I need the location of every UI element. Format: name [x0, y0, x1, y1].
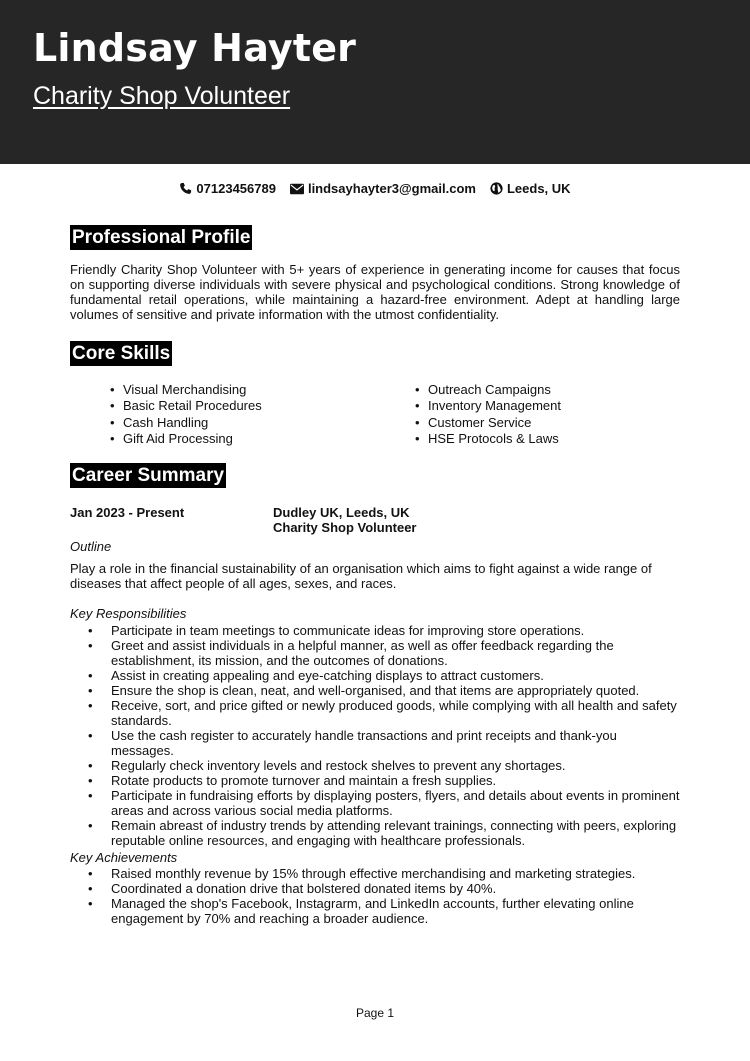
contact-bar — [0, 181, 750, 196]
phone-icon — [179, 182, 192, 195]
list-item: • Visual Merchandising — [110, 382, 262, 398]
list-item: • Receive, sort, and price gifted or newly produced goods, while complying with all health and safety standards. — [70, 698, 680, 728]
list-item: • Greet and assist individuals in a helpful manner, as well as offer feedback regarding the establishment, its mission, and the outcomes of donations. — [70, 638, 680, 668]
list-item: • Cash Handling — [110, 415, 262, 431]
list-item: • Customer Service — [415, 415, 561, 431]
section-heading-skills: Core Skills — [72, 343, 171, 364]
page-number: Page 1 — [355, 1006, 395, 1020]
job-employer — [273, 505, 417, 535]
skills-list-right — [415, 382, 561, 447]
job-role: Charity Shop Volunteer — [273, 520, 417, 535]
resume-header — [0, 0, 750, 164]
section-heading-career: Career Summary — [72, 465, 225, 486]
candidate-name: Lindsay Hayter — [33, 26, 357, 70]
achievements-list — [70, 866, 680, 926]
contact-phone — [179, 181, 276, 196]
list-item: • Coordinated a donation drive that bolstered donated items by 40%. — [70, 881, 680, 896]
job-dates: Jan 2023 - Present — [70, 505, 185, 520]
skills-list-left — [110, 382, 262, 447]
list-item: • Regularly check inventory levels and restock shelves to prevent any shortages. — [70, 758, 680, 773]
email-address: lindsayhayter3@gmail.com — [307, 181, 476, 196]
list-item: • Raised monthly revenue by 15% through effective merchandising and marketing strategies. — [70, 866, 680, 881]
list-item: • Participate in team meetings to communicate ideas for improving store operations. — [70, 623, 680, 638]
list-item: • Managed the shop's Facebook, Instagrarm, and LinkedIn accounts, further elevating online engagement by 70% and reaching a broader audience. — [70, 896, 680, 926]
contact-email — [290, 181, 476, 196]
list-item: • Assist in creating appealing and eye-catching displays to attract customers. — [70, 668, 680, 683]
list-item: • Participate in fundraising efforts by displaying posters, flyers, and details about events in prominent areas and across various social media platforms. — [70, 788, 680, 818]
section-heading-profile: Professional Profile — [72, 227, 251, 248]
responsibilities-list — [70, 623, 680, 848]
list-item: • Ensure the shop is clean, neat, and well-organised, and that items are appropriately quoted. — [70, 683, 680, 698]
employer-name: Dudley UK, Leeds, UK — [273, 505, 410, 520]
candidate-title: Charity Shop Volunteer — [33, 82, 291, 110]
globe-icon — [490, 182, 503, 195]
list-item: • Outreach Campaigns — [415, 382, 561, 398]
responsibilities-label: Key Responsibilities — [70, 606, 187, 621]
location-text: Leeds, UK — [506, 181, 571, 196]
phone-number: 07123456789 — [196, 181, 276, 196]
list-item: • Inventory Management — [415, 398, 561, 414]
achievements-label: Key Achievements — [70, 850, 178, 865]
envelope-icon — [290, 183, 304, 195]
list-item: • Use the cash register to accurately handle transactions and print receipts and thank-you messages. — [70, 728, 680, 758]
list-item: • Rotate products to promote turnover and maintain a fresh supplies. — [70, 773, 680, 788]
list-item: • Remain abreast of industry trends by attending relevant trainings, connecting with peers, exploring reputable online resources, and engaging with healthcare professionals. — [70, 818, 680, 848]
profile-text: Friendly Charity Shop Volunteer with 5+ years of experience in generating income for causes that focus on supporting diverse individuals with severe physical and psychological conditions. Strong knowledge of fundamental retail operations, while maintaining a hazard-free environment. Adept at handling large volumes of sensitive and private information with the utmost confidentiality. — [70, 262, 680, 322]
list-item: • Gift Aid Processing — [110, 431, 262, 447]
outline-label: Outline — [70, 539, 112, 554]
outline-text: Play a role in the financial sustainability of an organisation which aims to fight against a wide range of diseases that affect people of all ages, sexes, and races. — [70, 561, 652, 591]
list-item: • HSE Protocols & Laws — [415, 431, 561, 447]
contact-location — [490, 181, 571, 196]
list-item: • Basic Retail Procedures — [110, 398, 262, 414]
